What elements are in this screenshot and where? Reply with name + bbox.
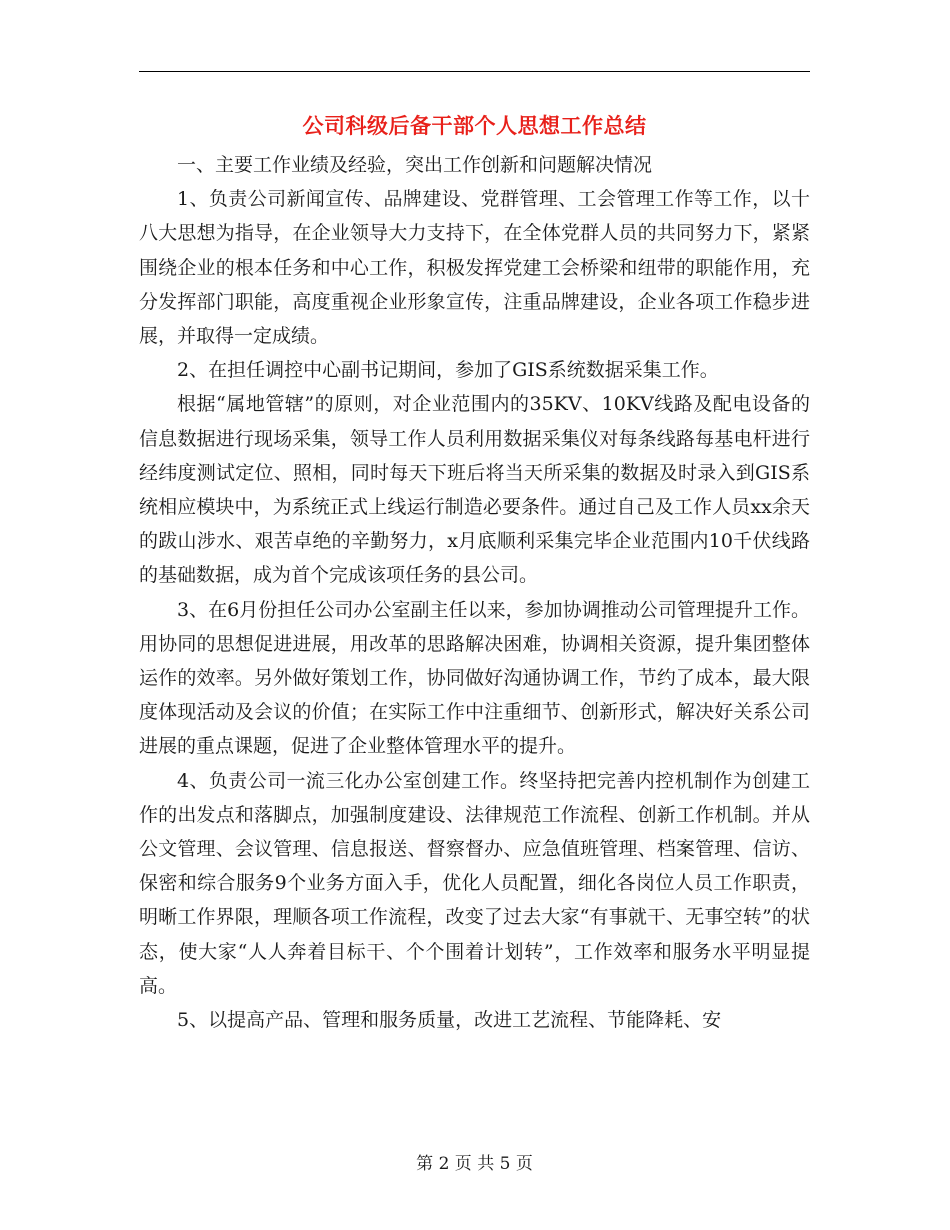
document-body bbox=[139, 148, 810, 1037]
section-heading: 一、主要工作业绩及经验，突出工作创新和问题解决情况 bbox=[177, 154, 653, 176]
body-paragraph-3: 3、在6月份担任公司办公室副主任以来，参加协调推动公司管理提升工作。用协同的思想促进进展，用改革的思路解决困难，协调相关资源，提升集团整体运作的效率。另外做好策划工作，协同做好沟通协调工作，节约了成本，最大限度体现活动及会议的价值；在实际工作中注重细节、创新形式，解决好关系公司进展的重点课题，促进了企业整体管理水平的提升。 bbox=[139, 598, 810, 758]
document-title: 公司科级后备干部个人思想工作总结 bbox=[302, 114, 647, 138]
body-paragraph-4: 4、负责公司一流三化办公室创建工作。终坚持把完善内控机制作为创建工作的出发点和落脚点，加强制度建设、法律规范工作流程、创新工作机制。并从公文管理、会议管理、信息报送、督察督办、应急值班管理、档案管理、信访、保密和综合服务9个业务方面入手，优化人员配置，细化各岗位人员工作职责，明晰工作界限，理顺各项工作流程，改变了过去大家“有事就干、无事空转”的状态，使大家“人人奔着目标干、个个围着计划转”，工作效率和服务水平明显提高。 bbox=[139, 769, 810, 997]
body-paragraph-2-detail: 根据“属地管辖”的原则，对企业范围内的35KV、10KV线路及配电设备的信息数据进行现场采集，领导工作人员利用数据采集仪对每条线路每基电杆进行经纬度测试定位、照相，同时每天下班后将当天所采集的数据及时录入到GIS系统相应模块中，为系统正式上线运行制造必要条件。通过自己及工作人员xx余天的跋山涉水、艰苦卓绝的辛勤努力，x月底顺利采集完毕企业范围内10千伏线路的基础数据，成为首个完成该项任务的县公司。 bbox=[139, 393, 810, 587]
body-paragraph-5: 5、以提高产品、管理和服务质量，改进工艺流程、节能降耗、安 bbox=[177, 1009, 722, 1032]
page-number-footer: 第 2 页 共 5 页 bbox=[416, 1154, 533, 1174]
body-paragraph-1: 1、负责公司新闻宣传、品牌建设、党群管理、工会管理工作等工作，以十八大思想为指导，在企业领导大力支持下，在全体党群人员的共同努力下，紧紧围绕企业的根本任务和中心工作，积极发挥党建工会桥梁和纽带的职能作用，充分发挥部门职能，高度重视企业形象宣传，注重品牌建设，企业各项工作稳步进展，并取得一定成绩。 bbox=[139, 188, 810, 348]
header-rule bbox=[139, 71, 810, 72]
body-paragraph-2: 2、在担任调控中心副书记期间，参加了GIS系统数据采集工作。 bbox=[177, 359, 719, 382]
